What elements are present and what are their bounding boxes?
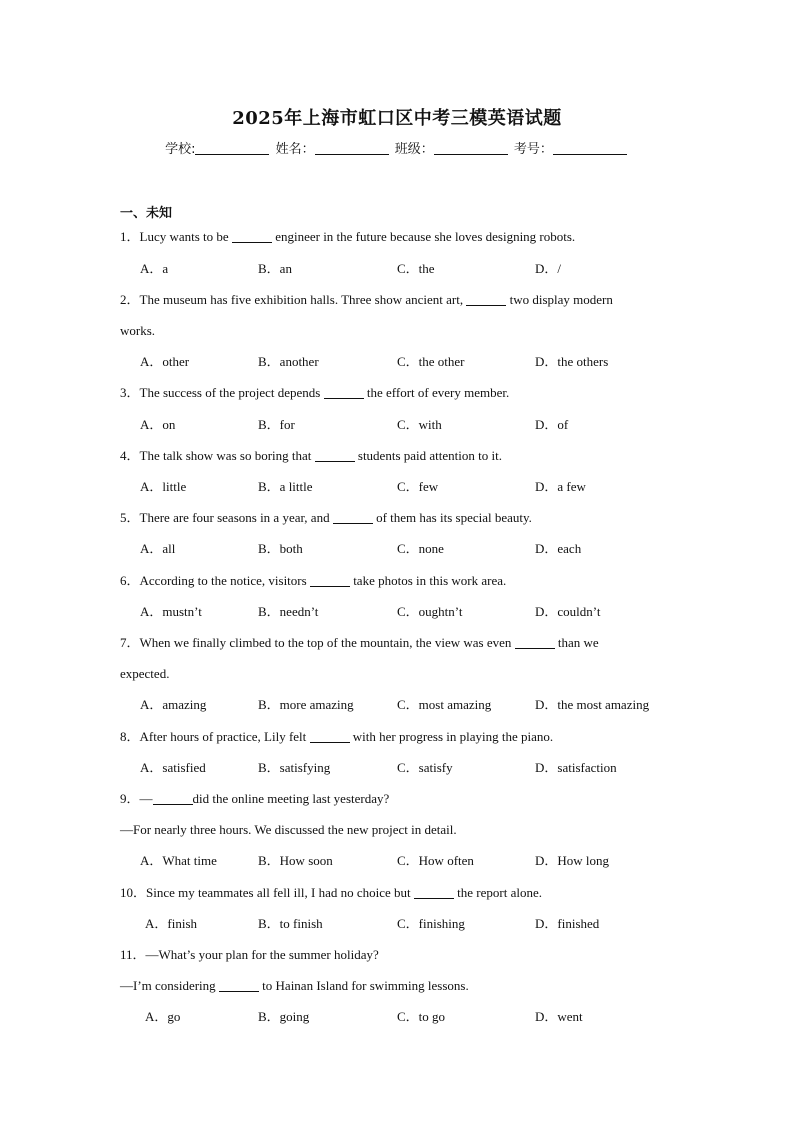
option-a: A．a (140, 261, 169, 276)
answer-blank (466, 293, 506, 306)
option-d: D．couldn’t (535, 604, 601, 619)
answer-blank (333, 511, 373, 524)
question-9-response: —For nearly three hours. We discussed the new project in detail. (120, 822, 457, 837)
option-b: B．both (258, 541, 303, 556)
student-info-line (0, 138, 794, 157)
name-blank (315, 142, 389, 155)
option-d: D．a few (535, 479, 586, 494)
option-a: A．little (140, 479, 187, 494)
option-a: A．satisfied (140, 760, 206, 775)
answer-blank (153, 792, 193, 805)
question-7: 7．When we finally climbed to the top of the mountain, the view was even than we (120, 635, 599, 650)
option-a: A．go (145, 1009, 181, 1024)
question-2-continued: works. (120, 323, 156, 338)
option-b: B．needn’t (258, 604, 319, 619)
option-b: B．a little (258, 479, 313, 494)
option-d: D．How long (535, 853, 610, 868)
exam-number-blank (553, 142, 627, 155)
school-label: 学校: (165, 142, 196, 157)
option-d: D．went (535, 1009, 583, 1024)
answer-blank (310, 730, 350, 743)
class-blank (434, 142, 508, 155)
option-a: A．What time (140, 853, 217, 868)
section-title: 一、未知 (120, 206, 173, 221)
question-7-continued: expected. (120, 666, 170, 681)
option-a: A．amazing (140, 697, 207, 712)
answer-blank (232, 230, 272, 243)
option-b: B．satisfying (258, 760, 331, 775)
option-d: D．of (535, 417, 569, 432)
option-b: B．for (258, 417, 295, 432)
option-c: C．oughtn’t (397, 604, 463, 619)
option-c: C．to go (397, 1009, 446, 1024)
option-d: D．each (535, 541, 582, 556)
answer-blank (414, 886, 454, 899)
option-c: C．none (397, 541, 444, 556)
option-d: D．/ (535, 261, 562, 276)
option-a: A．on (140, 417, 176, 432)
option-d: D．the most amazing (535, 697, 650, 712)
name-label: 姓名： (275, 142, 315, 157)
option-c: C．most amazing (397, 697, 492, 712)
question-3: 3．The success of the project depends the effort of every member. (120, 385, 510, 400)
option-a: A．all (140, 541, 176, 556)
option-c: C．finishing (397, 916, 465, 931)
question-8: 8．After hours of practice, Lily felt with her progress in playing the piano. (120, 729, 554, 744)
question-11: 11．—What’s your plan for the summer holiday? (120, 947, 379, 962)
option-c: C．with (397, 417, 442, 432)
option-c: C．the other (397, 354, 465, 369)
option-b: B．to finish (258, 916, 323, 931)
question-4: 4．The talk show was so boring that students paid attention to it. (120, 448, 502, 463)
option-a: A．mustn’t (140, 604, 202, 619)
option-d: D．satisfaction (535, 760, 617, 775)
option-b: B．going (258, 1009, 310, 1024)
question-9: 9．— did the online meeting last yesterday? (120, 791, 390, 806)
option-c: C．satisfy (397, 760, 453, 775)
answer-blank (315, 449, 355, 462)
answer-blank (310, 574, 350, 587)
option-a: A．other (140, 354, 190, 369)
option-c: C．the (397, 261, 435, 276)
option-b: B．another (258, 354, 319, 369)
class-label: 班级： (394, 142, 434, 157)
option-b: B．How soon (258, 853, 333, 868)
question-10: 10．Since my teammates all fell ill, I had no choice but the report alone. (120, 885, 542, 900)
option-b: B．more amazing (258, 697, 354, 712)
option-c: C．How often (397, 853, 474, 868)
answer-blank (324, 386, 364, 399)
question-6: 6．According to the notice, visitors take photos in this work area. (120, 573, 507, 588)
exam-number-label: 考号： (513, 142, 553, 157)
option-c: C．few (397, 479, 439, 494)
question-2: 2．The museum has five exhibition halls. Three show ancient art, two display modern (120, 292, 613, 307)
option-a: A．finish (145, 916, 198, 931)
page-title: 2025年上海市虹口区中考三模英语试题 (232, 108, 562, 129)
answer-blank (219, 979, 259, 992)
school-blank (195, 142, 269, 155)
question-11-response: —I’m considering to Hainan Island for swimming lessons. (120, 978, 469, 993)
option-d: D．finished (535, 916, 600, 931)
question-1: 1．Lucy wants to be engineer in the future because she loves designing robots. (120, 229, 576, 244)
answer-blank (515, 636, 555, 649)
question-5: 5．There are four seasons in a year, and of them has its special beauty. (120, 510, 532, 525)
option-b: B．an (258, 261, 292, 276)
option-d: D．the others (535, 354, 609, 369)
